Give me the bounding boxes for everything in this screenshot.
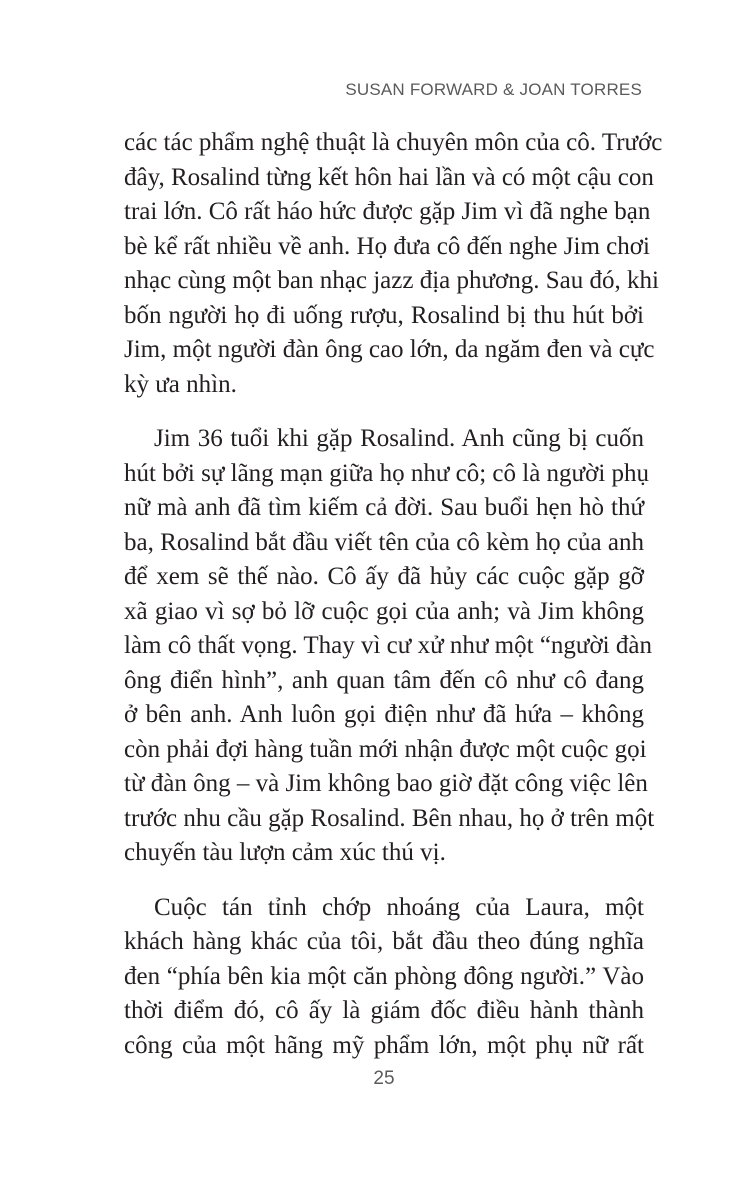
body-text: [124, 126, 663, 1083]
paragraph: [124, 422, 655, 871]
text-line: làm cô thất vọng. Thay vì cư xử như một “người đàn: [124, 632, 652, 659]
text-line: bốn người họ đi uống rượu, Rosalind bị thu hút bởi: [124, 301, 644, 329]
text-line: còn phải đợi hàng tuần mới nhận được một cuộc gọi: [124, 735, 647, 763]
text-line: công của một hãng mỹ phẩm lớn, một phụ nữ rất: [124, 1031, 644, 1059]
text-line: chuyến tàu lượn cảm xúc thú vị.: [124, 839, 446, 866]
text-line: nữ mà anh đã tìm kiếm cả đời. Sau buổi hẹn hò thứ: [124, 494, 644, 521]
text-line: trước nhu cầu gặp Rosalind. Bên nhau, họ ở trên một: [124, 804, 655, 832]
paragraph: [124, 126, 663, 402]
text-line: xã giao vì sợ bỏ lỡ cuộc gọi của anh; và Jim không: [124, 597, 644, 625]
text-line: đen “phía bên kia một căn phòng đông người.” Vào: [124, 962, 644, 990]
text-line: kỳ ưa nhìn.: [124, 370, 237, 398]
text-line: ông điển hình”, anh quan tâm đến cô như cô đang: [124, 666, 644, 694]
text-line: Jim, một người đàn ông cao lớn, da ngăm đen và cực: [124, 336, 655, 363]
page-number: 25: [373, 1068, 395, 1089]
text-line: trai lớn. Cô rất háo hức được gặp Jim vì đã nghe bạn: [124, 198, 651, 225]
text-line: từ đàn ông – và Jim không bao giờ đặt công việc lên: [124, 770, 648, 797]
text-line: Cuộc tán tỉnh chớp nhoáng của Laura, một: [154, 893, 644, 921]
text-line: khách hàng khác của tôi, bắt đầu theo đúng nghĩa: [124, 928, 644, 955]
text-line: để xem sẽ thế nào. Cô ấy đã hủy các cuộc gặp gỡ: [124, 563, 644, 590]
text-line: đây, Rosalind từng kết hôn hai lần và có một cậu con: [124, 163, 654, 191]
text-line: ở bên anh. Anh luôn gọi điện như đã hứa – không: [124, 701, 644, 728]
text-line: nhạc cùng một ban nhạc jazz địa phương. Sau đó, khi: [124, 267, 659, 294]
text-line: hút bởi sự lãng mạn giữa họ như cô; cô là người phụ: [124, 459, 650, 487]
paragraph: [124, 891, 644, 1064]
running-head: SUSAN FORWARD & JOAN TORRES: [345, 80, 642, 99]
text-line: thời điểm đó, cô ấy là giám đốc điều hành thành: [124, 997, 644, 1024]
text-line: ba, Rosalind bắt đầu viết tên của cô kèm họ của anh: [124, 528, 644, 556]
text-line: Jim 36 tuổi khi gặp Rosalind. Anh cũng bị cuốn: [154, 425, 644, 452]
text-line: các tác phẩm nghệ thuật là chuyên môn của cô. Trước: [124, 129, 663, 156]
text-line: bè kể rất nhiều về anh. Họ đưa cô đến nghe Jim chơi: [124, 232, 650, 260]
